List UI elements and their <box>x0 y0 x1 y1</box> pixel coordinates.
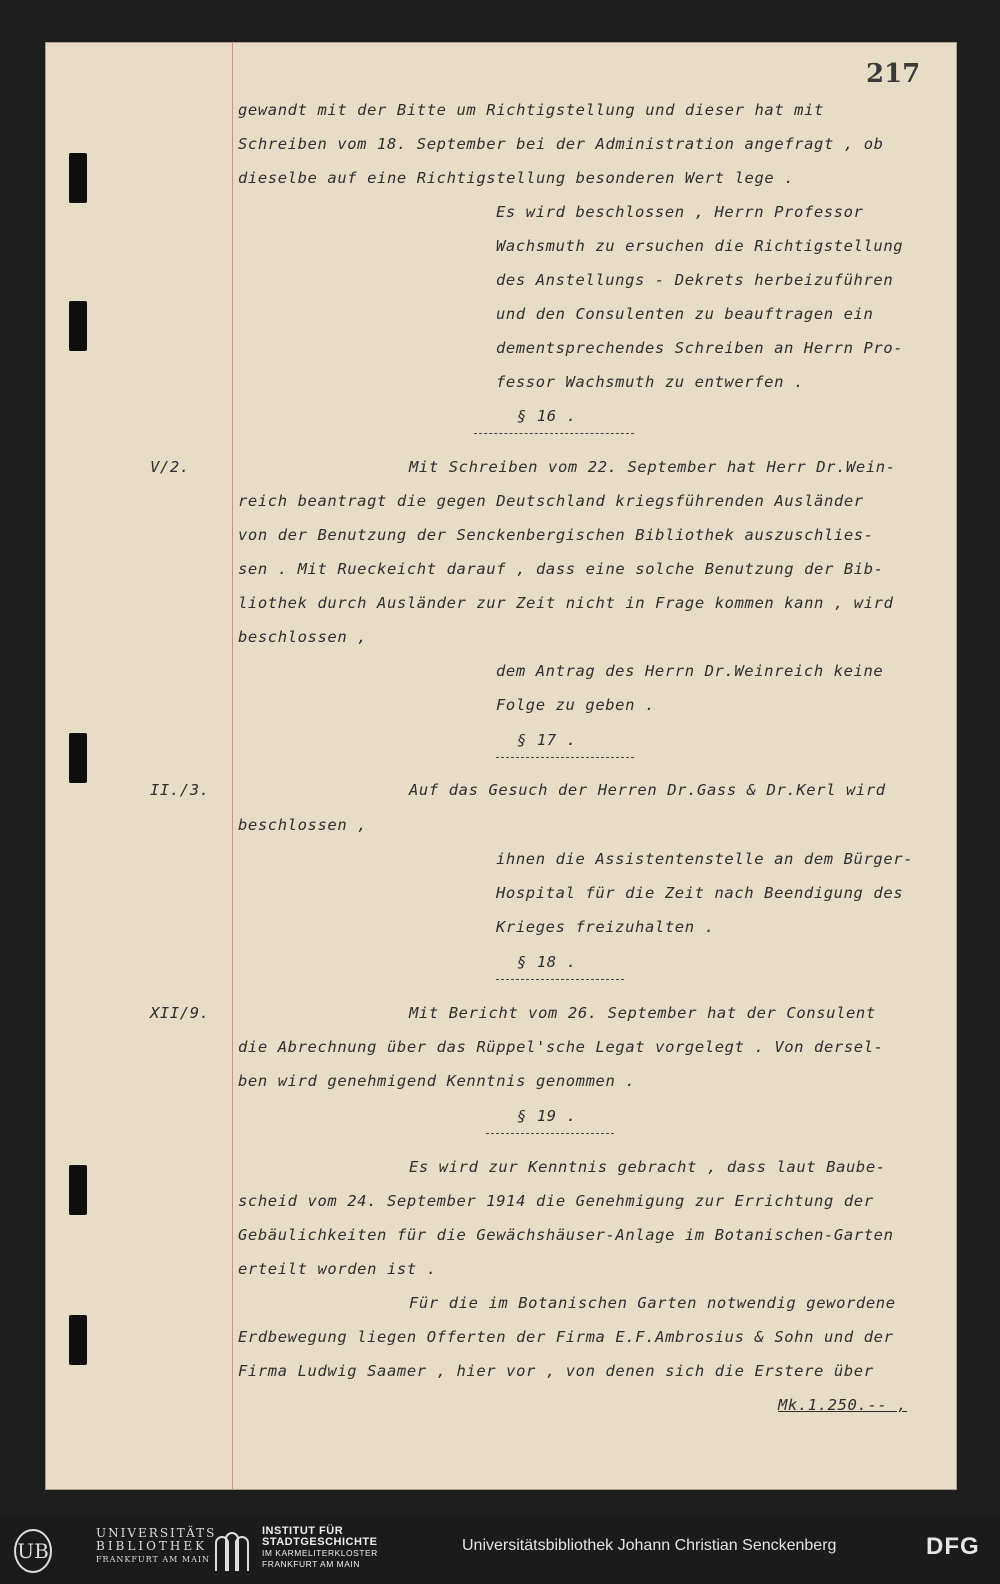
text-line: dieselbe auf eine Richtigstellung besonderen Wert lege . <box>238 169 795 187</box>
logo-letters: UB <box>17 1539 49 1563</box>
text-line: sen . Mit Rueckeicht darauf , dass eine solche Benutzung der Bib- <box>238 560 884 578</box>
section-underline <box>496 979 624 980</box>
text-line: Hospital für die Zeit nach Beendigung des <box>496 884 904 902</box>
text-line: fessor Wachsmuth zu entwerfen . <box>496 373 804 391</box>
text-line: gewandt mit der Bitte um Richtigstellung und dieser hat mit <box>238 101 824 119</box>
amount-line: Mk.1.250.-- , <box>778 1396 908 1414</box>
punch-hole <box>69 1165 87 1215</box>
punch-hole <box>69 153 87 203</box>
text-line: scheid vom 24. September 1914 die Genehmigung zur Errichtung der <box>238 1192 874 1210</box>
dfg-logo[interactable]: DFG <box>926 1533 980 1560</box>
text-line: und den Consulenten zu beauftragen ein <box>496 305 874 323</box>
text-line: erteilt worden ist . <box>238 1260 437 1278</box>
punch-hole <box>69 301 87 351</box>
text-line: Erdbewegung liegen Offerten der Firma E.F.Ambrosius & Sohn und der <box>238 1328 894 1346</box>
institute-line-2: STADTGESCHICHTE <box>262 1536 378 1548</box>
page-number: 217 <box>866 59 921 89</box>
institute-name <box>262 1526 378 1570</box>
margin-note: II./3. <box>150 781 210 799</box>
institute-line-3: IM KARMELITERKLOSTER <box>262 1548 378 1558</box>
text-line: Gebäulichkeiten für die Gewächshäuser-Anlage im Botanischen-Garten <box>238 1226 894 1244</box>
text-line: beschlossen , <box>238 628 368 646</box>
text-line: beschlossen , <box>238 816 368 834</box>
margin-note: V/2. <box>150 458 190 476</box>
text-line: dem Antrag des Herrn Dr.Weinreich keine <box>496 662 884 680</box>
section-underline <box>474 433 634 434</box>
section-underline <box>496 757 634 758</box>
footer-bar <box>0 1517 1000 1584</box>
ub-line-1: UNIVERSITÄTS <box>96 1526 217 1540</box>
text-line: Firma Ludwig Saamer , hier vor , von denen sich die Erstere über <box>238 1362 874 1380</box>
text-line: des Anstellungs - Dekrets herbeizuführen <box>496 271 894 289</box>
margin-note: XII/9. <box>150 1004 210 1022</box>
section-underline <box>486 1133 614 1134</box>
institute-line-1: INSTITUT FÜR <box>262 1525 344 1537</box>
footer-title[interactable]: Universitätsbibliothek Johann Christian Senckenberg <box>462 1537 837 1554</box>
text-line: Es wird zur Kenntnis gebracht , dass laut Baube- <box>409 1158 886 1176</box>
text-line: Mit Schreiben vom 22. September hat Herr Dr.Wein- <box>409 458 896 476</box>
text-line: Schreiben vom 18. September bei der Administration angefragt , ob <box>238 135 884 153</box>
text-line: die Abrechnung über das Rüppel'sche Legat vorgelegt . Von dersel- <box>238 1038 884 1056</box>
text-line: ihnen die Assistentenstelle an dem Bürger- <box>496 850 914 868</box>
institute-line-4: FRANKFURT AM MAIN <box>262 1559 360 1569</box>
text-line: ben wird genehmigend Kenntnis genommen . <box>238 1072 636 1090</box>
text-line: reich beantragt die gegen Deutschland kriegsführenden Ausländer <box>238 492 864 510</box>
text-line: liothek durch Ausländer zur Zeit nicht in Frage kommen kann , wird <box>238 594 894 612</box>
university-library-logo[interactable] <box>14 1529 52 1573</box>
ub-line-2: BIBLIOTHEK <box>96 1539 208 1553</box>
text-line: von der Benutzung der Senckenbergischen Bibliothek auszuschlies- <box>238 526 874 544</box>
text-line: Folge zu geben . <box>496 696 655 714</box>
text-line: Auf das Gesuch der Herren Dr.Gass & Dr.Kerl wird <box>409 781 886 799</box>
margin-rule <box>232 43 233 1489</box>
section-number: § 16 . <box>517 407 577 425</box>
punch-hole <box>69 733 87 783</box>
section-number: § 18 . <box>517 953 577 971</box>
text-line: Es wird beschlossen , Herrn Professor <box>496 203 864 221</box>
text-line: Für die im Botanischen Garten notwendig gewordene <box>409 1294 896 1312</box>
section-number: § 19 . <box>517 1107 577 1125</box>
punch-hole <box>69 1315 87 1365</box>
text-line: dementsprechendes Schreiben an Herrn Pro- <box>496 339 904 357</box>
institute-arches-icon <box>212 1527 252 1573</box>
document-page <box>45 42 957 1490</box>
ub-line-3: FRANKFURT AM MAIN <box>96 1555 211 1564</box>
text-line: Mit Bericht vom 26. September hat der Consulent <box>409 1004 876 1022</box>
text-line: Krieges freizuhalten . <box>496 918 715 936</box>
section-number: § 17 . <box>517 731 577 749</box>
text-line: Wachsmuth zu ersuchen die Richtigstellung <box>496 237 904 255</box>
university-library-name <box>96 1527 216 1566</box>
